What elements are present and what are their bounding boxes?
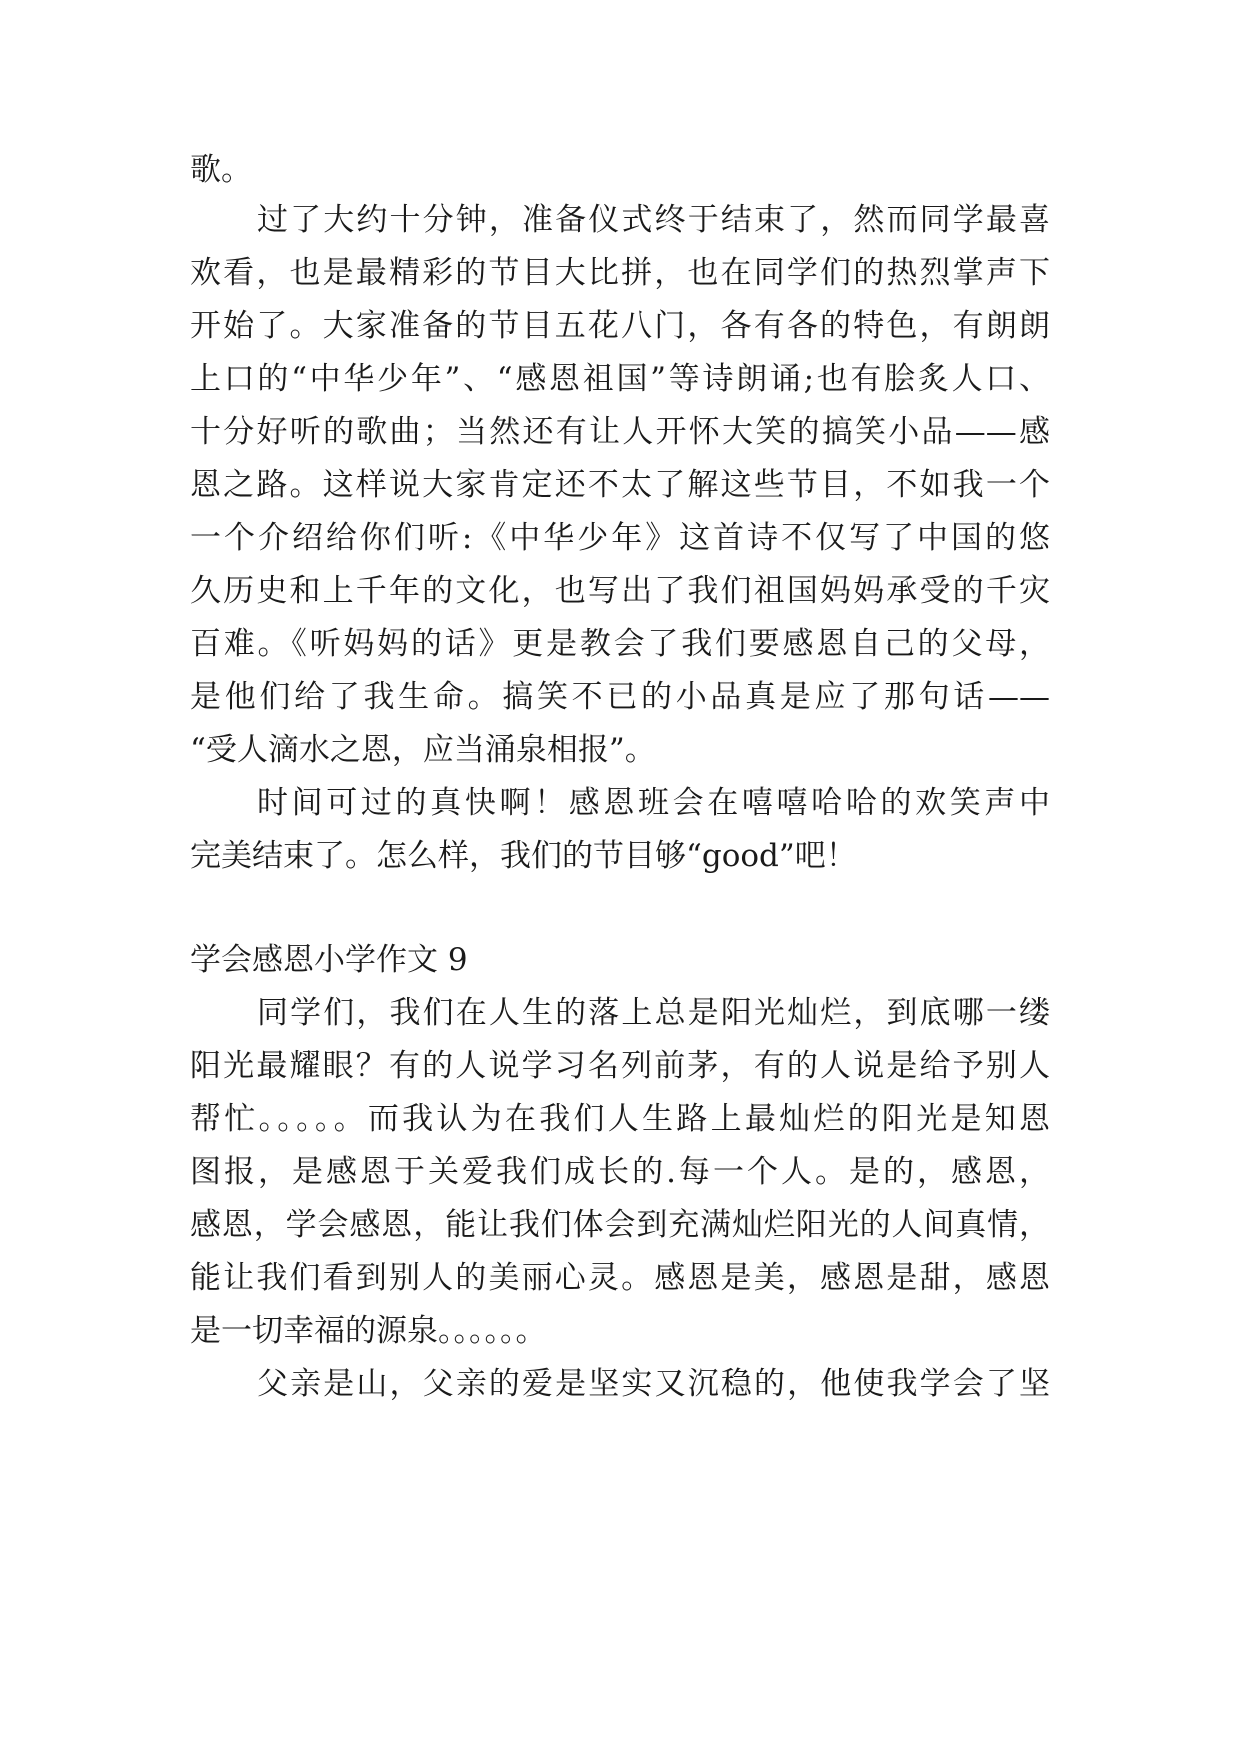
text-line: 阳光最耀眼？有的人说学习名列前茅，有的人说是给予别人	[190, 1048, 1050, 1084]
text-line: 上口的“中华少年”、“感恩祖国”等诗朗诵;也有脍炙人口、	[190, 361, 1050, 397]
text-line: 是一切幸福的源泉。。。。。。	[190, 1313, 547, 1349]
text-line: 是他们给了我生命。搞笑不已的小品真是应了那句话——	[190, 679, 1050, 715]
paragraph-start-line: 同学们，我们在人生的落上总是阳光灿烂，到底哪一缕	[257, 995, 1050, 1031]
text-line: 感恩，学会感恩，能让我们体会到充满灿烂阳光的人间真情，	[190, 1207, 1050, 1243]
paragraph-start-line: 时间可过的真快啊！感恩班会在嘻嘻哈哈的欢笑声中	[257, 785, 1050, 821]
text-line: 恩之路。这样说大家肯定还不太了解这些节目，不如我一个	[190, 467, 1050, 503]
text-line: 欢看，也是最精彩的节目大比拼，也在同学们的热烈掌声下	[190, 255, 1050, 291]
text-line: 一个介绍给你们听:《中华少年》这首诗不仅写了中国的悠	[190, 520, 1050, 556]
paragraph-start-line: 父亲是山，父亲的爱是坚实又沉稳的，他使我学会了坚	[257, 1366, 1050, 1402]
text-line: 帮忙。。。。。而我认为在我们人生路上最灿烂的阳光是知恩	[190, 1101, 1050, 1137]
text-line: “受人滴水之恩，应当涌泉相报”。	[190, 732, 656, 768]
text-line: 能让我们看到别人的美丽心灵。感恩是美，感恩是甜，感恩	[190, 1260, 1050, 1296]
text-line: 久历史和上千年的文化，也写出了我们祖国妈妈承受的千灾	[190, 573, 1050, 609]
text-line: 歌。	[190, 152, 252, 188]
text-line: 百难。《听妈妈的话》更是教会了我们要感恩自己的父母，	[190, 626, 1050, 662]
text-line: 开始了。大家准备的节目五花八门，各有各的特色，有朗朗	[190, 308, 1050, 344]
text-line: 完美结束了。怎么样，我们的节目够“good”吧！	[190, 838, 857, 874]
paragraph-start-line: 过了大约十分钟，准备仪式终于结束了，然而同学最喜	[257, 202, 1050, 238]
text-line: 十分好听的歌曲；当然还有让人开怀大笑的搞笑小品——感	[190, 414, 1050, 450]
text-line: 图报，是感恩于关爱我们成长的.每一个人。是的，感恩，	[190, 1154, 1050, 1190]
section-heading: 学会感恩小学作文 9	[190, 942, 468, 978]
